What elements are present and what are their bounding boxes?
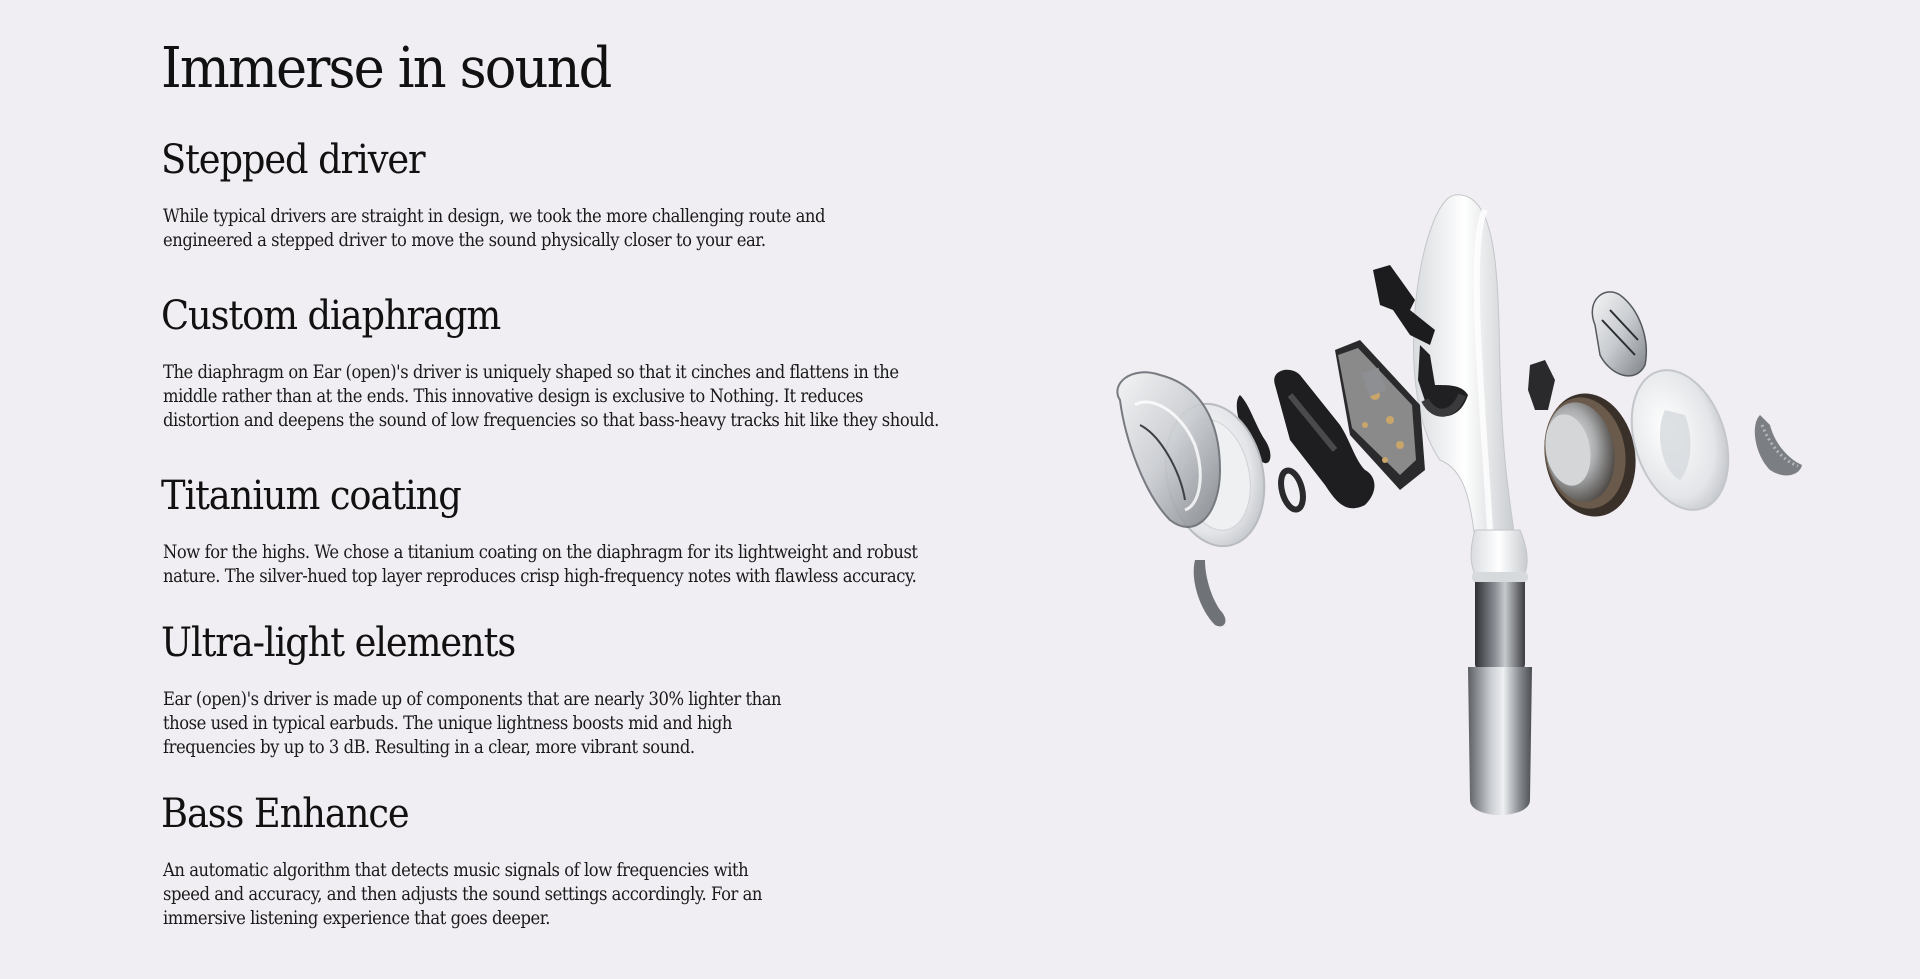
section-body-custom-diaphragm: The diaphragm on Ear (open)'s driver is uniquely shaped so that it cinches and flattens in the middle rather than at the ends. This innovative design is exclusive to Nothing. It reduces distortion and deepens the sound of low frequencies so that bass-heavy tracks hit like they should.: [163, 362, 939, 431]
exploded-earbud-icon: [1090, 170, 1830, 850]
section-title-titanium-coating: Titanium coating: [161, 473, 461, 519]
section-title-custom-diaphragm: Custom diaphragm: [161, 293, 501, 339]
section-title-bass-enhance: Bass Enhance: [161, 791, 409, 837]
section-body-stepped-driver: While typical drivers are straight in design, we took the more challenging route and engineered a stepped driver to move the sound physically closer to your ear.: [163, 206, 826, 251]
section-body-bass-enhance: An automatic algorithm that detects music signals of low frequencies with speed and accuracy, and then adjusts the sound settings accordingly. For an immersive listening experience that goes deeper.: [163, 860, 763, 929]
section-title-ultra-light-elements: Ultra-light elements: [161, 620, 516, 666]
section-title-stepped-driver: Stepped driver: [161, 137, 425, 183]
exploded-earbud-illustration: [1090, 170, 1830, 850]
section-body-titanium-coating: Now for the highs. We chose a titanium coating on the diaphragm for its lightweight and robust nature. The silver-hued top layer reproduces crisp high-frequency notes with flawless accuracy.: [163, 542, 918, 587]
page-title: Immerse in sound: [161, 36, 611, 101]
section-body-ultra-light-elements: Ear (open)'s driver is made up of components that are nearly 30% lighter than those used in typical earbuds. The unique lightness boosts mid and high frequencies by up to 3 dB. Resulting in a clear, more vibrant sound.: [163, 689, 782, 758]
